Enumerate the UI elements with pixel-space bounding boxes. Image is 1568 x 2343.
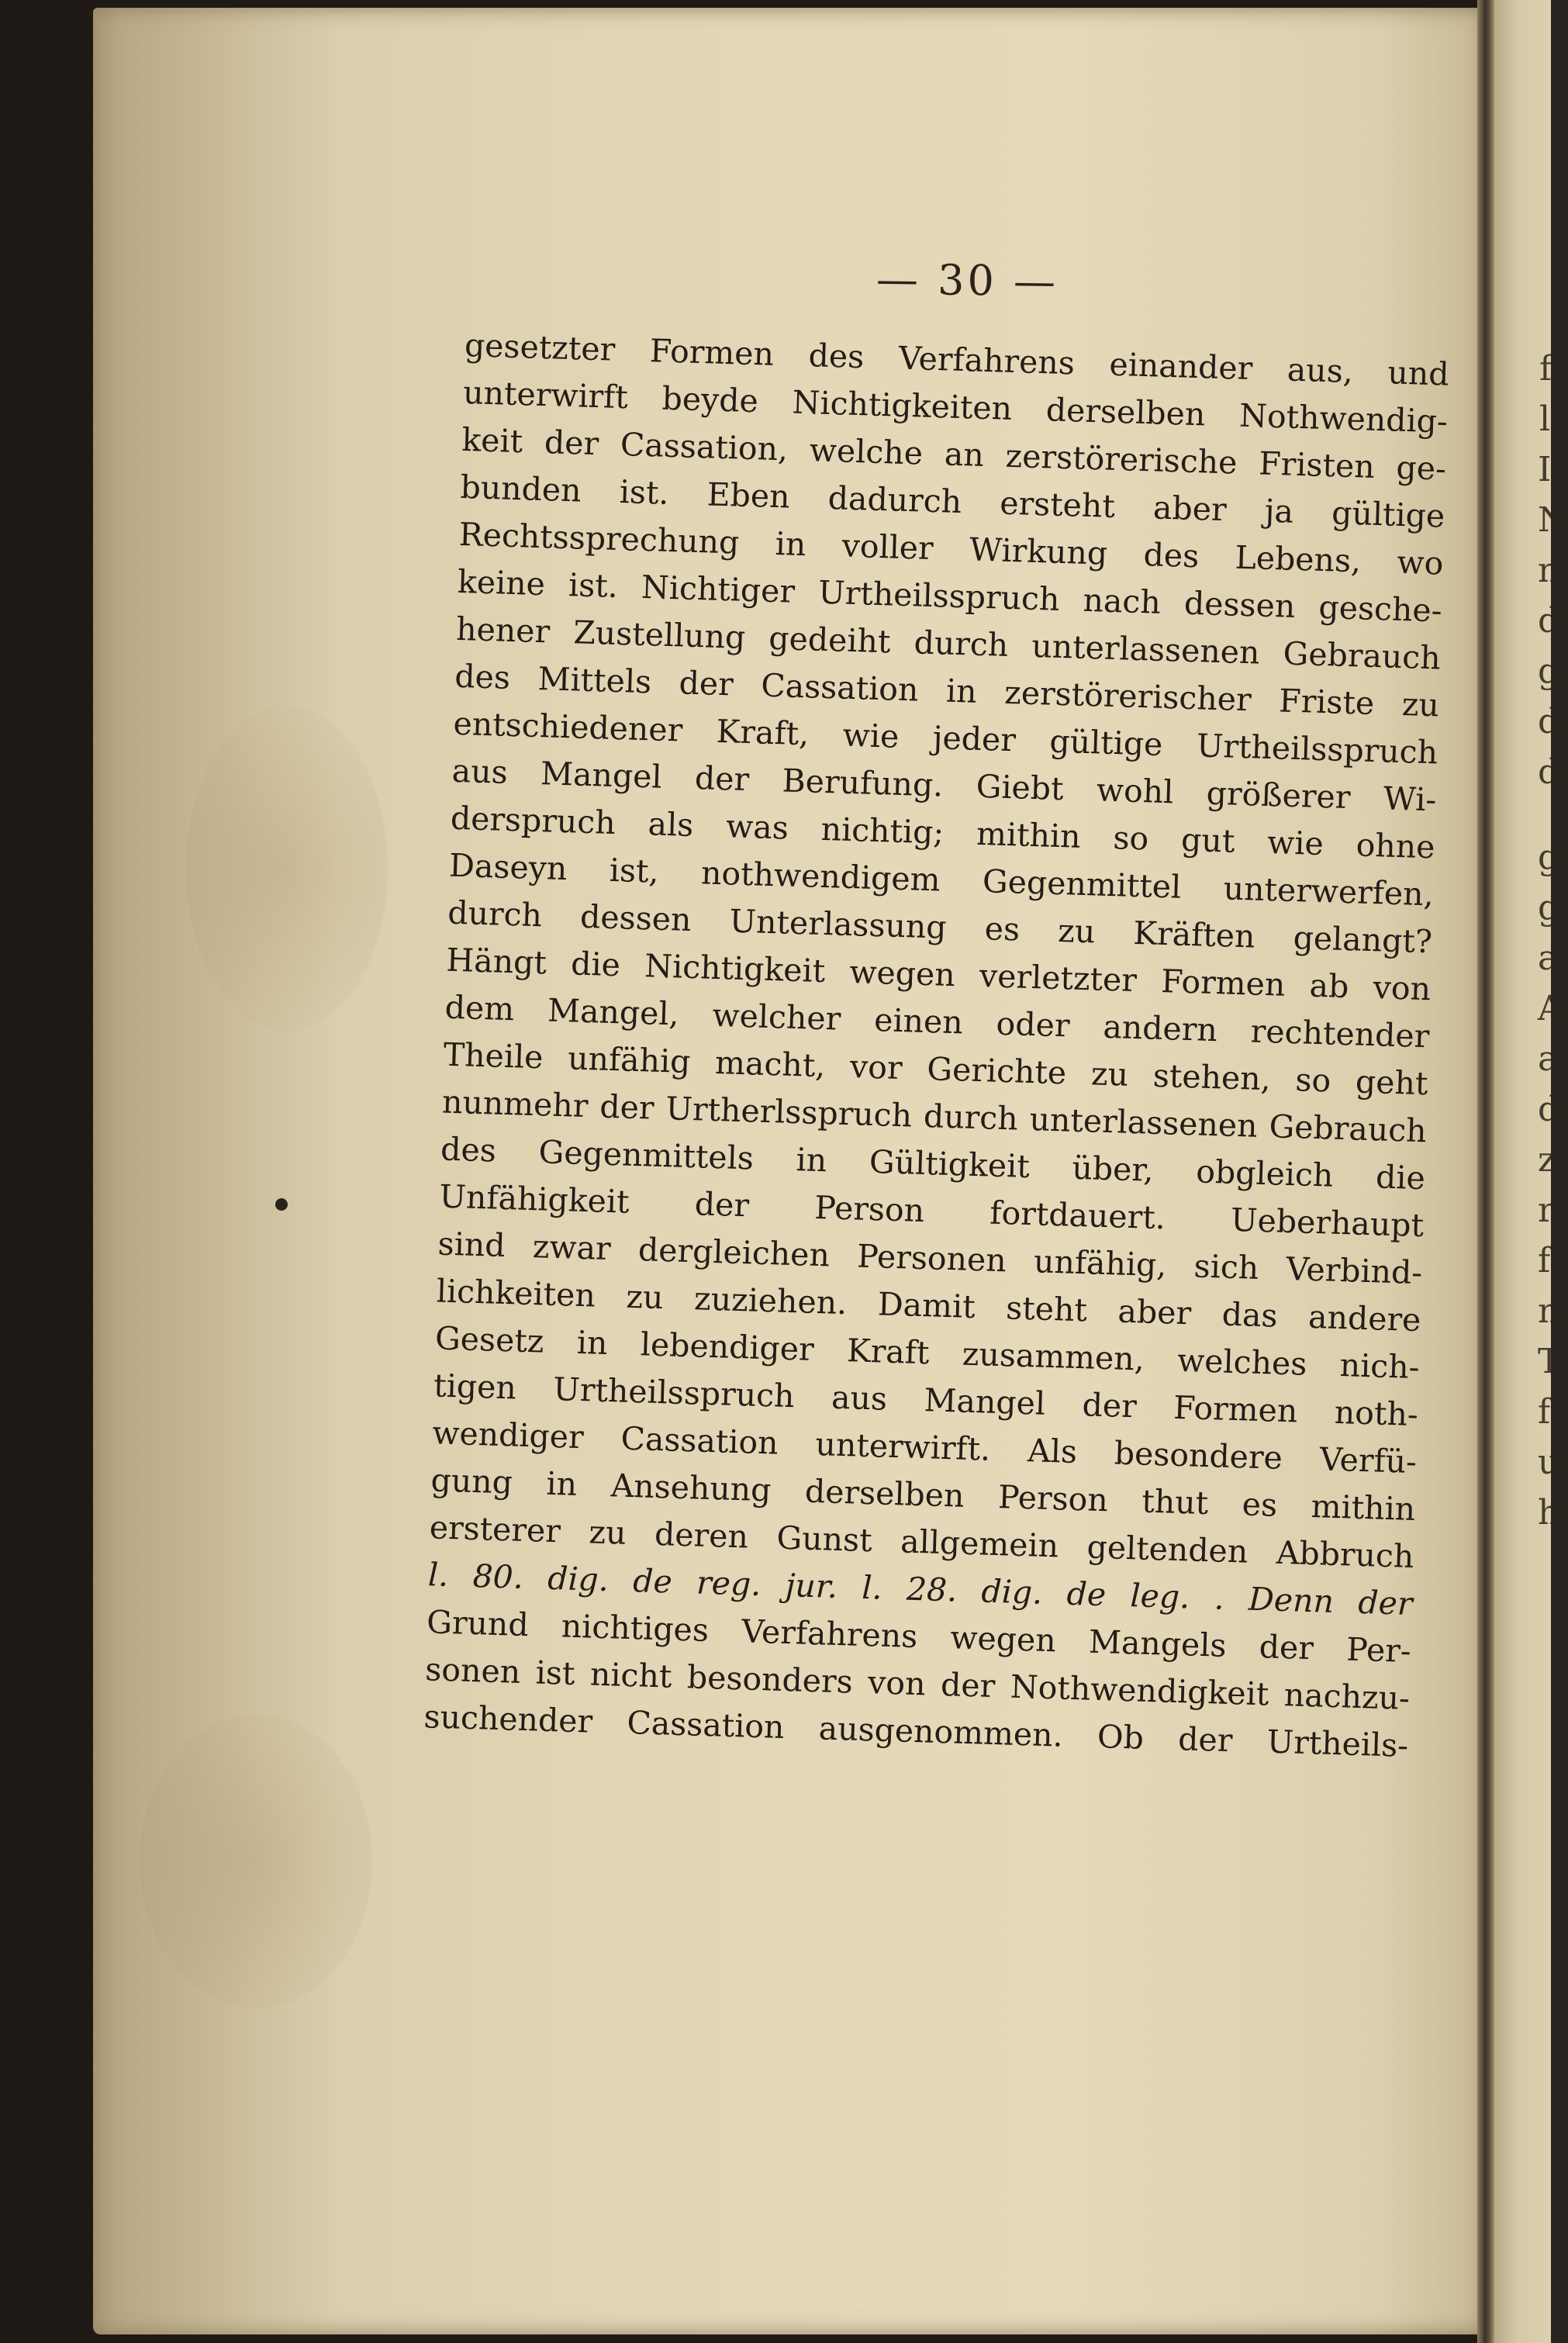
facing-page-letter: N — [1538, 500, 1568, 540]
text-line: dem Mangel, welcher einen oder andern rechtender — [444, 988, 1430, 1056]
text-line: bunden ist. Eben dadurch ersteht aber ja gültige — [459, 468, 1445, 535]
body-text — [423, 322, 1450, 1770]
facing-page-letter: g — [1538, 888, 1560, 928]
text-line: Unfähigkeit der Person fortdauert. Ueberhaupt — [438, 1177, 1425, 1245]
paper-stain — [140, 1714, 372, 2009]
text-line: l. 80. dig. de reg. jur. l. 28. dig. de leg. . Denn der — [427, 1556, 1414, 1622]
facing-page-letter: z — [1538, 1140, 1556, 1180]
paper-stain — [186, 706, 388, 1032]
text-line: ersterer zu deren Gunst allgemein geltenden Abbruch — [429, 1508, 1415, 1575]
facing-page-letter: u — [1538, 1443, 1560, 1482]
text-line: tigen Urtheilsspruch aus Mangel der Formen noth- — [433, 1367, 1419, 1434]
book-gutter — [1477, 0, 1494, 2343]
text-line: des Mittels der Cassation in zerstörerischer Friste zu — [454, 657, 1440, 724]
text-line: Grund nichtiges Verfahrens wegen Mangels der Per- — [426, 1603, 1412, 1670]
text-line: suchender Cassation ausgenommen. Ob der Urtheils- — [423, 1698, 1409, 1764]
facing-page-letter: f — [1538, 1392, 1551, 1432]
text-line: keine ist. Nichtiger Urtheilsspruch nach dessen gesche- — [457, 562, 1443, 630]
text-line: durch dessen Unterlassung es zu Kräften gelangt? — [447, 893, 1433, 961]
text-line: wendiger Cassation unterwirft. Als besondere Verfü- — [431, 1414, 1418, 1481]
text-line: nunmehr der Urtherlsspruch durch unterlassenen Gebrauch — [441, 1083, 1428, 1150]
facing-page-letter: n — [1538, 551, 1560, 590]
facing-page-letter: g — [1538, 651, 1560, 691]
text-line: Rechtssprechung in voller Wirkung des Lebens, wo — [458, 515, 1445, 582]
text-line: Daseyn ist, nothwendigem Gegenmittel unterwerfen, — [448, 846, 1435, 914]
text-line: entschiedener Kraft, wie jeder gültige Urtheilsspruch — [452, 704, 1438, 772]
facing-page-letter: d — [1538, 601, 1560, 641]
facing-page-letter: n — [1538, 1291, 1560, 1331]
text-line: sonen ist nicht besonders von der Nothwendigkeit nachzu- — [424, 1650, 1411, 1717]
text-line: Gesetz in lebendiger Kraft zusammen, welches nich- — [434, 1319, 1421, 1387]
text-line: hener Zustellung gedeiht durch unterlassenen Gebrauch — [455, 610, 1442, 677]
text-line: gung in Ansehung derselben Person thut es mithin — [430, 1461, 1416, 1529]
facing-page-letter: r — [1538, 1191, 1555, 1230]
facing-page-letter: d — [1538, 752, 1560, 792]
text-line: Theile unfähig macht, vor Gerichte zu stehen, so geht — [443, 1035, 1429, 1103]
facing-page-letter: A — [1538, 989, 1563, 1028]
facing-page-letter: d — [1538, 702, 1560, 741]
text-line: des Gegenmittels in Gültigkeit über, obgleich die — [440, 1130, 1426, 1197]
ink-dot-mark — [275, 1198, 288, 1211]
facing-page-edge — [1494, 0, 1568, 2343]
text-line: unterwirft beyde Nichtigkeiten derselben Nothwendig- — [462, 373, 1449, 441]
text-line: lichkeiten zu zuziehen. Damit steht aber das andere — [436, 1272, 1422, 1339]
facing-page-letter: f — [1539, 349, 1552, 389]
facing-page-letter: a — [1538, 1039, 1559, 1079]
facing-page-letter: l — [1539, 399, 1551, 439]
facing-page-letter: I — [1538, 450, 1552, 489]
facing-page-letter: f — [1538, 1241, 1551, 1280]
text-line: Hängt die Nichtigkeit wegen verletzter Formen ab von — [445, 941, 1432, 1008]
page-number: — 30 — — [876, 254, 1059, 306]
facing-page-letter: d — [1538, 1090, 1560, 1129]
text-line: gesetzter Formen des Verfahrens einander aus, und — [464, 326, 1450, 393]
facing-page-letter: a — [1538, 938, 1559, 978]
facing-page-letter: g — [1538, 838, 1560, 877]
facing-page-letter: T — [1538, 1342, 1561, 1381]
text-line: keit der Cassation, welche an zerstörerische Fristen ge- — [461, 420, 1447, 488]
facing-page-letter: h — [1538, 1493, 1560, 1533]
text-line: derspruch als was nichtig; mithin so gut wie ohne — [450, 799, 1436, 866]
text-line: sind zwar dergleichen Personen unfähig, sich Verbind- — [437, 1225, 1423, 1292]
text-line: aus Mangel der Berufung. Giebt wohl größerer Wi- — [451, 752, 1437, 819]
